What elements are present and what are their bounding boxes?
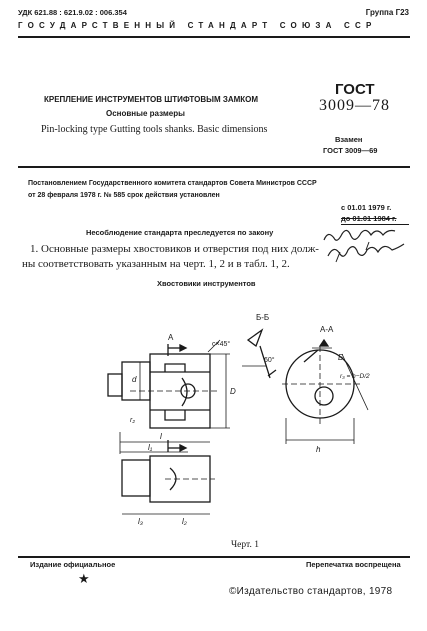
decree-line2: от 28 февраля 1978 г. № 585 срок действия установлен	[28, 192, 220, 199]
title-en: Pin-locking type Gutting tools shanks. Basic dimensions	[41, 124, 268, 135]
label-d: d	[132, 375, 137, 384]
label-aa: А-А	[320, 325, 334, 334]
label-chamfer: c×45°	[212, 341, 231, 348]
label-angle: 60°	[264, 357, 275, 364]
figure-title: Хвостовики инструментов	[157, 279, 256, 288]
label-b: Б	[338, 353, 344, 362]
label-l: l	[160, 432, 162, 441]
label-l2: l₂	[182, 517, 187, 526]
paragraph-line2: ны соответствовать указанным на черт. 1, 2 и в табл. 1, 2.	[22, 258, 290, 270]
state-standard-line: ГОСУДАРСТВЕННЫЙ СТАНДАРТ СОЮЗА ССР	[18, 21, 377, 30]
replaces-label: Взамен	[335, 135, 363, 144]
group-code: Группа Г23	[365, 8, 409, 17]
paragraph-line1: 1. Основные размеры хвостовиков и отверстия под них долж-	[30, 243, 319, 255]
label-l3: l₃	[138, 517, 143, 526]
label-r3: r₃ = h−D/2	[340, 373, 370, 380]
subtitle-ru: Основные размеры	[106, 109, 185, 118]
label-h: h	[316, 445, 321, 454]
figure-caption: Черт. 1	[231, 540, 259, 550]
validity-to: до 01.01 1984 г.	[341, 214, 397, 223]
official-edition: Издание официальное	[30, 560, 116, 569]
section-a-arrow	[180, 345, 186, 351]
technical-drawing	[20, 292, 420, 532]
udk-code: УДК 621.88 : 621.9.02 : 006.354	[18, 8, 127, 17]
validity-from: с 01.01 1979 г.	[341, 203, 392, 212]
title-ru: КРЕПЛЕНИЕ ИНСТРУМЕНТОВ ШТИФТОВЫМ ЗАМКОМ	[44, 95, 259, 104]
no-reprint-note: Перепечатка воспрещена	[306, 560, 401, 569]
section-aa-hole	[315, 387, 333, 405]
label-D: D	[230, 387, 236, 396]
compliance-note: Несоблюдение стандарта преследуется по закону	[86, 228, 274, 237]
star-icon: ★	[78, 571, 90, 586]
label-l1: l₁	[148, 443, 153, 452]
gost-number: 3009—78	[319, 97, 390, 114]
header-rule	[18, 36, 410, 38]
replaces-value: ГОСТ 3009—69	[323, 146, 378, 155]
handwritten-note	[318, 218, 418, 268]
label-r2: r₂	[130, 417, 136, 424]
decree-line1: Постановлением Государственного комитета стандартов Совета Министров СССР	[28, 180, 317, 187]
footer-rule	[18, 556, 410, 558]
label-a-left: А	[168, 333, 174, 342]
title-rule	[18, 166, 410, 168]
publisher: ©Издательство стандартов, 1978	[229, 586, 393, 597]
gost-label: ГОСТ	[335, 81, 375, 98]
label-bb: Б-Б	[256, 313, 270, 322]
shank-lower-collar	[122, 460, 150, 496]
